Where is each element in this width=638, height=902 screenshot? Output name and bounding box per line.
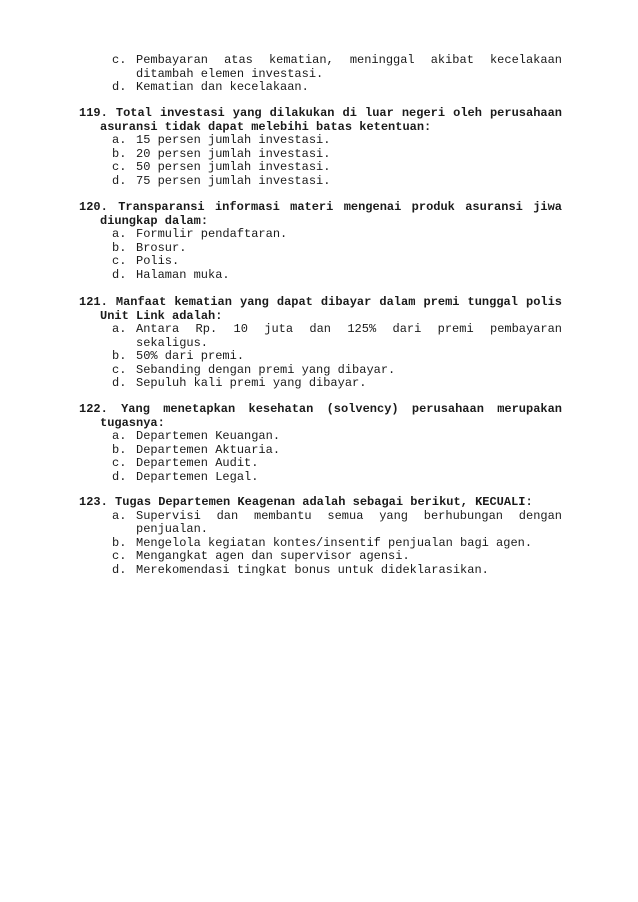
- question-text: Tugas Departemen Keagenan adalah sebagai berikut, KECUALI:: [115, 495, 533, 509]
- question-number: 122.: [79, 402, 108, 416]
- option-text: Formulir pendaftaran.: [136, 227, 288, 241]
- option-letter: c.: [112, 53, 127, 67]
- option-item: [112, 81, 562, 95]
- option-item: [112, 457, 562, 471]
- option-text: 75 persen jumlah investasi.: [136, 173, 331, 188]
- option-letter: a.: [112, 133, 127, 147]
- option-letter: b.: [112, 349, 127, 363]
- continued-options: [112, 54, 562, 95]
- option-item: [112, 269, 562, 283]
- option-item: [112, 350, 562, 364]
- option-text: Departemen Keuangan.: [136, 429, 281, 443]
- option-letter: a.: [112, 322, 127, 336]
- option-letter: c.: [112, 549, 127, 563]
- option-letter: c.: [112, 362, 127, 377]
- question-121: [79, 296, 562, 391]
- question-123: [79, 496, 562, 577]
- option-letter: d.: [112, 267, 127, 282]
- option-letter: b.: [112, 240, 127, 255]
- option-letter: a.: [112, 429, 127, 443]
- question-122: [79, 403, 562, 484]
- option-item: [112, 148, 562, 162]
- option-letter: d.: [112, 80, 127, 94]
- option-item: [112, 134, 562, 148]
- option-text: Mengelola kegiatan kontes/insentif penjualan bagi agen.: [136, 535, 533, 550]
- option-text: Departemen Legal.: [136, 469, 259, 484]
- option-item: [112, 510, 562, 537]
- option-text: Antara Rp. 10 juta dan 125% dari premi pembayaran sekaligus.: [136, 322, 562, 350]
- option-item: [112, 161, 562, 175]
- option-item: [112, 564, 562, 578]
- option-text: 50% dari premi.: [136, 349, 245, 363]
- option-list: [112, 510, 562, 578]
- option-list: [112, 134, 562, 188]
- option-letter: a.: [112, 227, 127, 241]
- question-119: [79, 107, 562, 188]
- option-text: Pembayaran atas kematian, meninggal akibat kecelakaan ditambah elemen investasi.: [136, 53, 562, 81]
- question-number: 120.: [79, 200, 108, 214]
- question-heading: [79, 496, 562, 510]
- option-letter: b.: [112, 146, 127, 161]
- option-text: Halaman muka.: [136, 267, 230, 282]
- option-text: Mengangkat agen dan supervisor agensi.: [136, 549, 410, 563]
- option-text: 20 persen jumlah investasi.: [136, 146, 331, 161]
- option-item: [112, 364, 562, 378]
- option-text: Departemen Audit.: [136, 456, 259, 470]
- option-letter: b.: [112, 535, 127, 550]
- option-text: Kematian dan kecelakaan.: [136, 80, 309, 94]
- option-text: Polis.: [136, 254, 180, 268]
- option-letter: c.: [112, 254, 127, 268]
- option-list: [112, 430, 562, 484]
- option-item: [112, 537, 562, 551]
- option-letter: a.: [112, 508, 127, 523]
- option-item: [112, 228, 562, 242]
- option-letter: c.: [112, 456, 127, 470]
- question-heading: [79, 403, 562, 430]
- option-item: [112, 550, 562, 564]
- option-text: Merekomendasi tingkat bonus untuk dideklarasikan.: [136, 562, 489, 577]
- option-item: [112, 377, 562, 391]
- option-letter: d.: [112, 469, 127, 484]
- question-number: 121.: [79, 295, 108, 309]
- option-text: Sepuluh kali premi yang dibayar.: [136, 376, 367, 390]
- option-item: [112, 430, 562, 444]
- option-text: Departemen Aktuaria.: [136, 442, 281, 457]
- option-item: [112, 255, 562, 269]
- question-120: [79, 201, 562, 282]
- option-letter: d.: [112, 562, 127, 577]
- question-number: 119.: [79, 106, 108, 120]
- option-text: Supervisi dan membantu semua yang berhubungan dengan penjualan.: [136, 508, 562, 536]
- option-text: 15 persen jumlah investasi.: [136, 133, 331, 147]
- question-text: Transparansi informasi materi mengenai produk asuransi jiwa diungkap dalam:: [100, 200, 563, 228]
- option-item: [112, 323, 562, 350]
- option-item: [112, 54, 562, 81]
- option-list: [112, 228, 562, 282]
- option-letter: d.: [112, 376, 127, 390]
- question-heading: [79, 107, 562, 134]
- question-text: Yang menetapkan kesehatan (solvency) perusahaan merupakan tugasnya:: [100, 402, 563, 430]
- question-text: Manfaat kematian yang dapat dibayar dalam premi tunggal polis Unit Link adalah:: [100, 295, 562, 323]
- option-letter: b.: [112, 442, 127, 457]
- option-letter: c.: [112, 160, 127, 174]
- option-item: [112, 444, 562, 458]
- question-text: Total investasi yang dilakukan di luar negeri oleh perusahaan asuransi tidak dapat melebihi batas ketentuan:: [100, 106, 562, 134]
- question-number: 123.: [79, 495, 108, 509]
- question-heading: [79, 296, 562, 323]
- question-heading: [79, 201, 562, 228]
- option-item: [112, 471, 562, 485]
- option-list: [112, 323, 562, 391]
- option-text: Brosur.: [136, 240, 187, 255]
- option-text: 50 persen jumlah investasi.: [136, 160, 331, 174]
- option-letter: d.: [112, 173, 127, 188]
- option-item: [112, 242, 562, 256]
- option-text: Sebanding dengan premi yang dibayar.: [136, 362, 396, 377]
- option-item: [112, 175, 562, 189]
